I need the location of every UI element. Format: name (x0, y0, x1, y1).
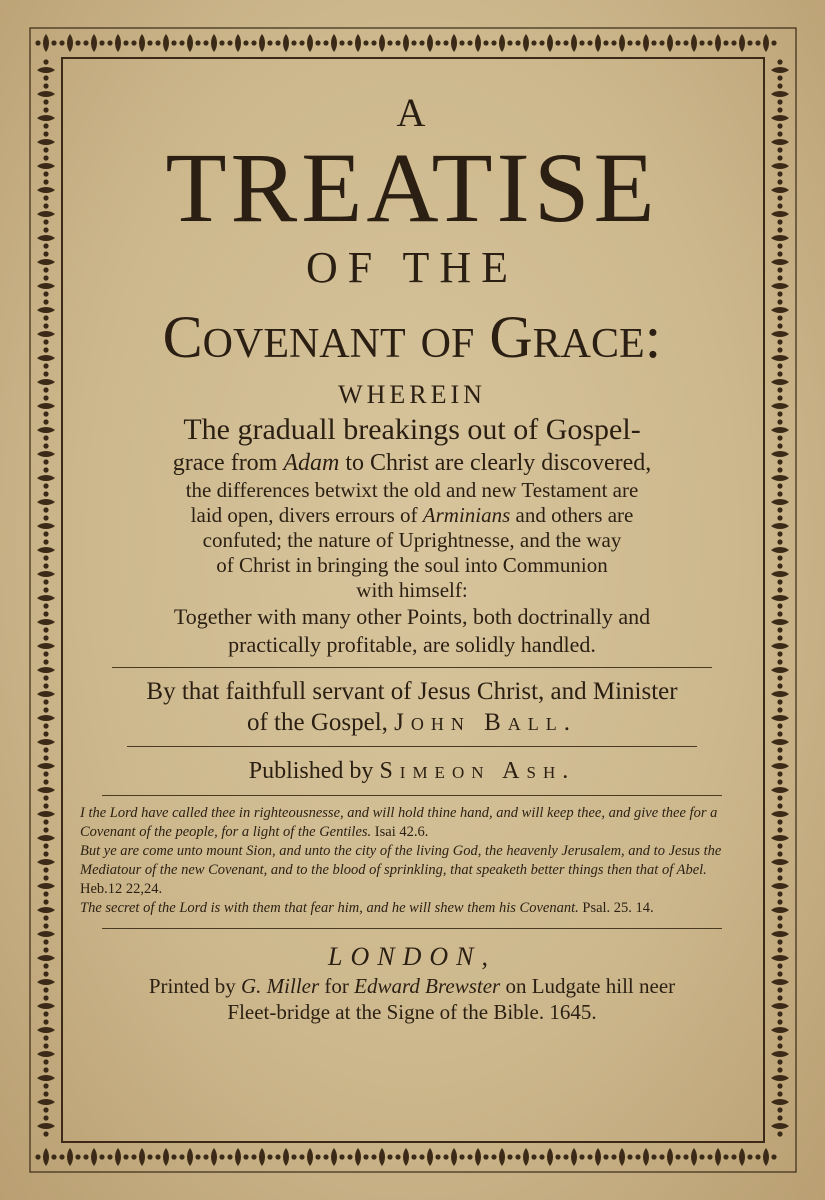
fleuron-ornament (771, 83, 789, 104)
fleuron-ornament (771, 203, 789, 224)
fleuron-ornament (771, 539, 789, 560)
fleuron-ornament (771, 371, 789, 392)
fleuron-ornament (771, 443, 789, 464)
fleuron-ornament (37, 347, 55, 368)
fleuron-ornament (37, 563, 55, 584)
fleuron-ornament (37, 83, 55, 104)
fleuron-ornament (771, 1067, 789, 1088)
fleuron-ornament (491, 1148, 512, 1166)
title-of-the: OF THE (306, 243, 518, 292)
fleuron-ornament (563, 1148, 584, 1166)
fleuron-ornament (659, 34, 680, 52)
fleuron-ornament (771, 683, 789, 704)
fleuron-ornament (155, 34, 176, 52)
fleuron-ornament (771, 323, 789, 344)
fleuron-ornament (179, 34, 200, 52)
fleuron-ornament (587, 1148, 608, 1166)
fleuron-ornament (539, 1148, 560, 1166)
fleuron-ornament (323, 1148, 344, 1166)
fleuron-ornament (323, 34, 344, 52)
fleuron-ornament (467, 1148, 488, 1166)
divider-rule (102, 928, 722, 929)
fleuron-ornament (37, 539, 55, 560)
fleuron-ornament (37, 827, 55, 848)
fleuron-ornament (771, 155, 789, 176)
fleuron-ornament (771, 611, 789, 632)
imprint-line: Fleet-bridge at the Signe of the Bible. 1645. (227, 1000, 597, 1024)
fleuron-ornament (37, 515, 55, 536)
fleuron-ornament (771, 779, 789, 800)
fleuron-ornament (131, 1148, 152, 1166)
fleuron-ornament (251, 34, 272, 52)
fleuron-ornament (155, 1148, 176, 1166)
description-line: The graduall breakings out of Gospel- (183, 413, 641, 446)
fleuron-ornament (37, 707, 55, 728)
fleuron-ornament (37, 731, 55, 752)
fleuron-ornament (731, 1148, 752, 1166)
fleuron-ornament (299, 34, 320, 52)
fleuron-ornament (755, 34, 776, 52)
fleuron-ornament (611, 1148, 632, 1166)
description-line: the differences betwixt the old and new Testament are (185, 478, 639, 502)
fleuron-ornament (771, 275, 789, 296)
publisher-name: Simeon Ash. (379, 758, 576, 784)
fleuron-ornament (771, 971, 789, 992)
fleuron-ornament (659, 1148, 680, 1166)
fleuron-ornament (37, 923, 55, 944)
fleuron-ornament (37, 587, 55, 608)
together-line: Together with many other Points, both doctrinally and (173, 604, 651, 629)
fleuron-ornament (37, 467, 55, 488)
fleuron-ornament (771, 515, 789, 536)
fleuron-ornament (771, 635, 789, 656)
divider-rule (112, 667, 712, 668)
fleuron-ornament (37, 899, 55, 920)
fleuron-ornament (443, 34, 464, 52)
fleuron-ornament (83, 34, 104, 52)
fleuron-ornament (107, 1148, 128, 1166)
fleuron-ornament (371, 1148, 392, 1166)
description-line: confuted; the nature of Uprightnesse, and the way (202, 528, 622, 552)
fleuron-ornament (563, 34, 584, 52)
scripture-quote: I the Lord have called thee in righteousnesse, and will hold thine hand, and will keep thee, and give thee for a Covenant of the people, for a light of the Gentiles. Isai 42.6. (80, 805, 718, 840)
fleuron-ornament (37, 131, 55, 152)
fleuron-ornament (771, 923, 789, 944)
fleuron-ornament (771, 731, 789, 752)
fleuron-ornament (771, 827, 789, 848)
fleuron-ornament (227, 34, 248, 52)
fleuron-ornament (771, 131, 789, 152)
fleuron-ornament (771, 227, 789, 248)
fleuron-ornament (299, 1148, 320, 1166)
fleuron-ornament (37, 995, 55, 1016)
fleuron-ornament (37, 851, 55, 872)
fleuron-ornament (771, 1091, 789, 1112)
publisher-line: Published by Simeon Ash. (248, 758, 576, 784)
fleuron-ornament (37, 299, 55, 320)
fleuron-ornament (37, 635, 55, 656)
fleuron-ornament (37, 443, 55, 464)
fleuron-ornament (347, 1148, 368, 1166)
fleuron-ornament (707, 34, 728, 52)
fleuron-ornament (37, 659, 55, 680)
fleuron-ornament (683, 34, 704, 52)
fleuron-ornament (771, 299, 789, 320)
fleuron-ornament (37, 971, 55, 992)
fleuron-ornament (203, 1148, 224, 1166)
fleuron-ornament (771, 1115, 789, 1136)
main-title: TREATISE (165, 132, 659, 243)
fleuron-ornament (771, 1043, 789, 1064)
fleuron-ornament (515, 1148, 536, 1166)
fleuron-ornament (37, 1019, 55, 1040)
fleuron-ornament (771, 995, 789, 1016)
fleuron-ornament (771, 59, 789, 80)
fleuron-ornament (771, 947, 789, 968)
fleuron-ornament (635, 1148, 656, 1166)
description-line: of Christ in bringing the soul into Communion (216, 553, 608, 577)
fleuron-ornament (37, 779, 55, 800)
fleuron-ornament (771, 347, 789, 368)
fleuron-ornament (275, 1148, 296, 1166)
fleuron-ornament (251, 1148, 272, 1166)
fleuron-ornament (771, 851, 789, 872)
fleuron-ornament (35, 34, 56, 52)
fleuron-ornament (203, 34, 224, 52)
imprint-city: LONDON, (328, 942, 496, 971)
scripture-quote: The secret of the Lord is with them that fear him, and he will shew them his Covenant. Psal. 25. 14. (80, 900, 654, 916)
fleuron-ornament (771, 563, 789, 584)
fleuron-ornament (395, 34, 416, 52)
fleuron-ornament (37, 1067, 55, 1088)
fleuron-ornament (37, 155, 55, 176)
fleuron-ornament (771, 1019, 789, 1040)
fleuron-ornament (37, 275, 55, 296)
fleuron-ornament (37, 755, 55, 776)
fleuron-ornament (37, 179, 55, 200)
fleuron-ornament (37, 1115, 55, 1136)
fleuron-ornament (37, 227, 55, 248)
fleuron-ornament (37, 395, 55, 416)
fleuron-ornament (275, 34, 296, 52)
fleuron-ornament (707, 1148, 728, 1166)
fleuron-ornament (37, 683, 55, 704)
fleuron-ornament (37, 875, 55, 896)
fleuron-ornament (771, 419, 789, 440)
fleuron-ornament (771, 251, 789, 272)
fleuron-ornament (59, 1148, 80, 1166)
fleuron-ornament (515, 34, 536, 52)
fleuron-ornament (37, 1043, 55, 1064)
fleuron-ornament (347, 34, 368, 52)
fleuron-ornament (227, 1148, 248, 1166)
fleuron-ornament (771, 755, 789, 776)
fleuron-ornament (59, 34, 80, 52)
fleuron-ornament (37, 251, 55, 272)
fleuron-ornament (443, 1148, 464, 1166)
fleuron-ornament (37, 59, 55, 80)
divider-rule (102, 795, 722, 796)
fleuron-ornament (395, 1148, 416, 1166)
fleuron-ornament (37, 371, 55, 392)
fleuron-ornament (771, 491, 789, 512)
fleuron-ornament (611, 34, 632, 52)
fleuron-ornament (37, 323, 55, 344)
fleuron-ornament (635, 34, 656, 52)
author-line: By that faithfull servant of Jesus Christ, and Minister (146, 678, 678, 705)
author-line: of the Gospel, John Ball. (246, 709, 578, 736)
fleuron-ornament (771, 179, 789, 200)
fleuron-ornament (771, 875, 789, 896)
fleuron-ornament (587, 34, 608, 52)
imprint-line: Printed by G. Miller for Edward Brewster on Ludgate hill neer (148, 974, 676, 998)
fleuron-ornament (37, 947, 55, 968)
fleuron-ornament (683, 1148, 704, 1166)
fleuron-ornament (771, 587, 789, 608)
fleuron-ornament (37, 803, 55, 824)
fleuron-ornament (35, 1148, 56, 1166)
fleuron-ornament (771, 803, 789, 824)
description-line: with himself: (356, 578, 468, 602)
description-line: grace from Adam to Christ are clearly discovered, (172, 450, 652, 476)
fleuron-ornament (37, 419, 55, 440)
wherein-heading: WHEREIN (338, 380, 486, 409)
scripture-quotations (80, 804, 740, 918)
fleuron-ornament (755, 1148, 776, 1166)
title-article: A (396, 90, 428, 135)
fleuron-ornament (37, 107, 55, 128)
divider-rule (127, 746, 697, 747)
fleuron-ornament (419, 1148, 440, 1166)
fleuron-ornament (179, 1148, 200, 1166)
title-content (80, 90, 736, 1025)
fleuron-ornament (107, 34, 128, 52)
fleuron-ornament (37, 491, 55, 512)
fleuron-ornament (83, 1148, 104, 1166)
fleuron-ornament (771, 107, 789, 128)
fleuron-ornament (771, 707, 789, 728)
fleuron-ornament (731, 34, 752, 52)
together-line: practically profitable, are solidly handled. (228, 632, 596, 657)
fleuron-ornament (771, 467, 789, 488)
fleuron-ornament (371, 34, 392, 52)
title-subject: Covenant of Grace: (162, 304, 662, 370)
description-line: laid open, divers errours of Arminians and others are (190, 503, 634, 527)
fleuron-ornament (771, 659, 789, 680)
fleuron-ornament (491, 34, 512, 52)
fleuron-ornament (771, 899, 789, 920)
fleuron-ornament (37, 611, 55, 632)
fleuron-ornament (467, 34, 488, 52)
fleuron-ornament (37, 203, 55, 224)
fleuron-ornament (539, 34, 560, 52)
fleuron-ornament (131, 34, 152, 52)
fleuron-ornament (419, 34, 440, 52)
author-name: John Ball. (394, 709, 578, 736)
scripture-quote: But ye are come unto mount Sion, and unto the city of the living God, the heavenly Jerusalem, and to Jesus the Mediatour of the new Covenant, and to the blood of sprinkling, that speaketh better things then that of Abel. Heb.12 22,24. (80, 843, 722, 897)
fleuron-ornament (37, 1091, 55, 1112)
fleuron-ornament (771, 395, 789, 416)
